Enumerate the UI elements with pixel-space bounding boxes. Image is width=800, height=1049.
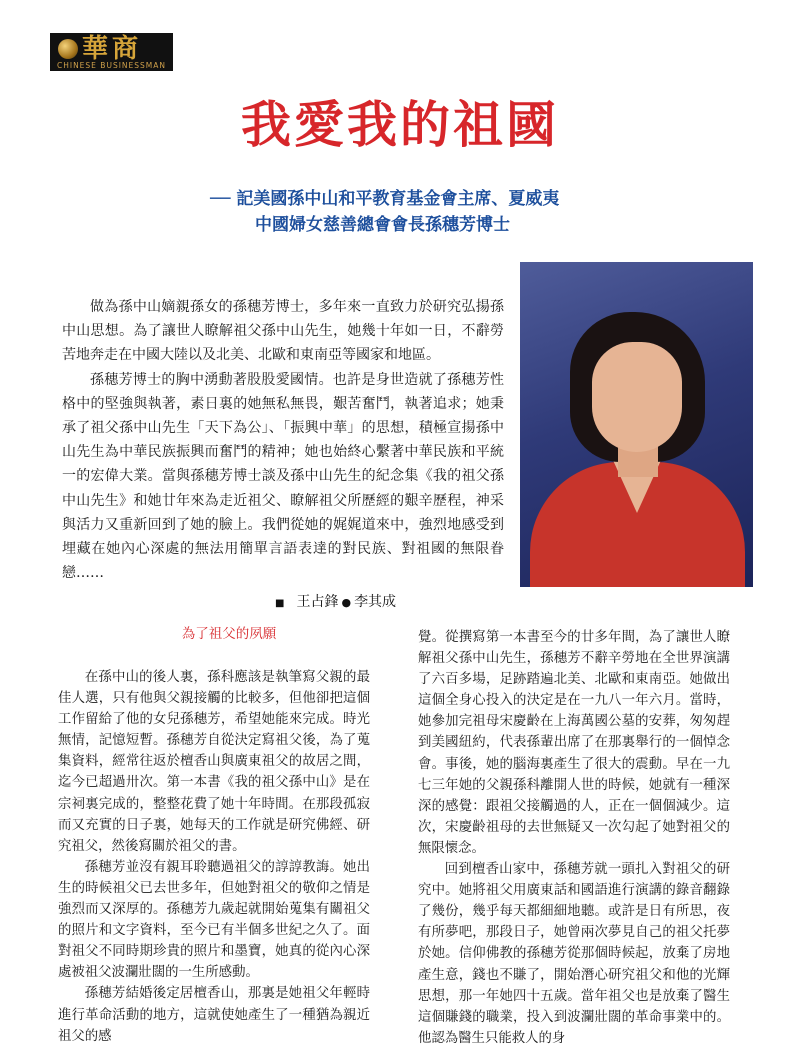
body-paragraph: 孫穗芳結婚後定居檀香山，那裏是她祖父年輕時進行革命活動的地方，這就使她產生了一種猶為親近祖父的感 xyxy=(58,986,370,1044)
body-paragraph: 在孫中山的後人裏，孫科應該是執筆寫父親的最佳人選，只有他與父親接觸的比較多，但他卻把這個工作留給了他的女兒孫穗芳，希望她能來完成。時光無情，記憶短暫。孫穗芳自從決定寫祖父後，為了蒐集資料，經常往返於檀香山與廣東祖父的故居之間，迄今已超過卅次。第一本書《我的祖父孫中山》是在宗祠裏完成的，整整花費了她十年時間。在那段孤寂而又充實的日子裏，她每天的工作就是研究佛經、研究祖父，然後寫關於祖父的書。 xyxy=(58,670,370,854)
article-subtitle xyxy=(210,186,610,238)
body-paragraph: 覺。從撰寫第一本書至今的廿多年間，為了讓世人瞭解祖父孫中山先生，孫穗芳不辭辛勞地在全世界演講了六百多場，足跡踏遍北美、北歐和東南亞。她做出這個全身心投入的決定是在一九八一年六月。當時，她參加完祖母宋慶齡在上海萬國公墓的安葬，匆匆趕到美國紐約，代表孫輩出席了在那裏舉行的一個悼念會。事後，她的腦海裏產生了很大的震動。早在一九七三年她的父親孫科離開人世的時候，她就有一種深深的感覺：跟祖父接觸過的人，正在一個個減少。這次，宋慶齡祖母的去世無疑又一次勾起了她對祖父的無限懷念。 xyxy=(418,630,730,856)
bullet-icon: ● xyxy=(341,596,352,609)
body-column-left xyxy=(58,625,370,1047)
byline xyxy=(275,591,575,611)
logo-english-text: CHINESE BUSINESSMAN xyxy=(56,61,166,70)
subtitle-line-1: ── 記美國孫中山和平教育基金會主席、夏威夷 xyxy=(210,189,560,209)
intro-section xyxy=(62,295,504,585)
globe-icon xyxy=(58,39,78,59)
subtitle-line-2: 中國婦女慈善總會會長孫穗芳博士 xyxy=(255,215,510,235)
intro-paragraph: 做為孫中山嫡親孫女的孫穗芳博士，多年來一直致力於研究弘揚孫中山思想。為了讓世人瞭解祖父孫中山先生，她幾十年如一日，不辭勞苦地奔走在中國大陸以及北美、北歐和東南亞等國家和地區。 xyxy=(62,299,504,364)
body-column-right xyxy=(418,627,730,1049)
author-name: 李其成 xyxy=(354,594,397,610)
article-title: 我愛我的祖國 xyxy=(241,96,559,154)
square-icon: ■ xyxy=(275,598,285,609)
author-name: 王占鋒 xyxy=(296,594,339,610)
portrait-photo xyxy=(520,262,753,587)
logo-chinese-text: 華商 xyxy=(82,34,143,64)
photo-face xyxy=(592,342,682,452)
intro-paragraph: 孫穗芳博士的胸中湧動著股股愛國情。也許是身世造就了孫穗芳性格中的堅強與執著，素日裏的她無私無畏，艱苦奮鬥，執著追求；她秉承了祖父孫中山先生「天下為公」、「振興中華」的思想，積極宣揚孫中山先生為中華民族振興而奮鬥的精神；她也始終心繫著中華民族和平統一的宏偉大業。當與孫穗芳博士談及孫中山先生的紀念集《我的祖父孫中山先生》和她廿年來為走近祖父、瞭解祖父所歷經的艱辛歷程，神采與活力又重新回到了她的臉上。我們從她的娓娓道來中，強烈地感受到埋藏在她內心深處的無法用簡單言語表達的對民族、對祖國的無限眷戀…… xyxy=(62,371,504,582)
magazine-logo xyxy=(50,33,173,71)
section-heading: 為了祖父的夙願 xyxy=(181,626,277,642)
body-paragraph: 孫穗芳並沒有親耳聆聽過祖父的諄諄教誨。她出生的時候祖父已去世多年，但她對祖父的敬仰之情是強烈而又深厚的。孫穗芳九歲起就開始蒐集有關祖父的照片和文字資料，至今已有半個多世紀之久了。面對祖父不同時期珍貴的照片和墨寶，她真的從內心深處被祖父波瀾壯闊的一生所感動。 xyxy=(58,859,370,981)
body-paragraph: 回到檀香山家中，孫穗芳就一頭扎入對祖父的研究中。她將祖父用廣東話和國語進行演講的錄音翻錄了幾份，幾乎每天都細細地聽。或許是日有所思，夜有所夢吧，那段日子，她曾兩次夢見自己的祖父托夢於她。信仰佛教的孫穗芳從那個時候起，放棄了房地產生意，錢也不賺了，開始潛心研究祖父和他的光輝思想，那一年她四十五歲。當年祖父也是放棄了醫生這個賺錢的職業，投入到波瀾壯闊的革命事業中的。他認為醫生只能救人的身 xyxy=(418,862,730,1046)
